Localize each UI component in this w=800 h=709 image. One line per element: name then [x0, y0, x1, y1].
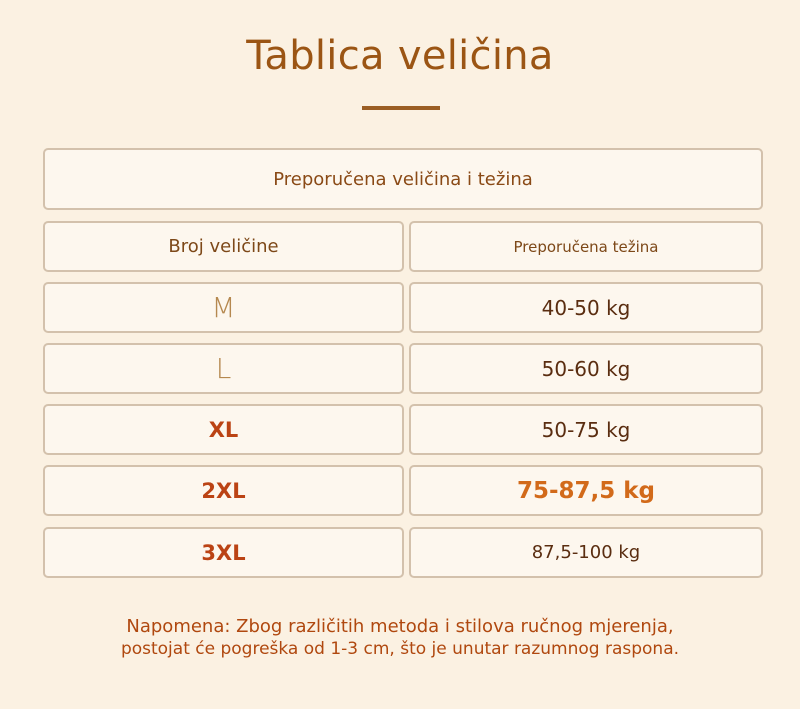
- weight-cell-2xl: 75-87,5 kg: [409, 465, 763, 516]
- size-cell-l: L: [43, 343, 404, 394]
- column-header-weight: Preporučena težina: [409, 221, 763, 272]
- column-header-size: Broj veličine: [43, 221, 404, 272]
- size-cell-xl: XL: [43, 404, 404, 455]
- title-underline: [362, 106, 440, 110]
- note: [0, 616, 800, 660]
- weight-cell-m: 40-50 kg: [409, 282, 763, 333]
- size-cell-2xl: 2XL: [43, 465, 404, 516]
- weight-cell-xl: 50-75 kg: [409, 404, 763, 455]
- weight-cell-l: 50-60 kg: [409, 343, 763, 394]
- size-cell-3xl: 3XL: [43, 527, 404, 578]
- table-header: Preporučena veličina i težina: [43, 148, 763, 210]
- size-cell-m: M: [43, 282, 404, 333]
- note-line-2: postojat će pogreška od 1-3 cm, što je unutar razumnog raspona.: [120, 639, 680, 659]
- weight-cell-3xl: 87,5-100 kg: [409, 527, 763, 578]
- note-line-1: Napomena: Zbog različitih metoda i stilova ručnog mjerenja,: [126, 616, 674, 637]
- page-title: Tablica veličina: [246, 33, 554, 79]
